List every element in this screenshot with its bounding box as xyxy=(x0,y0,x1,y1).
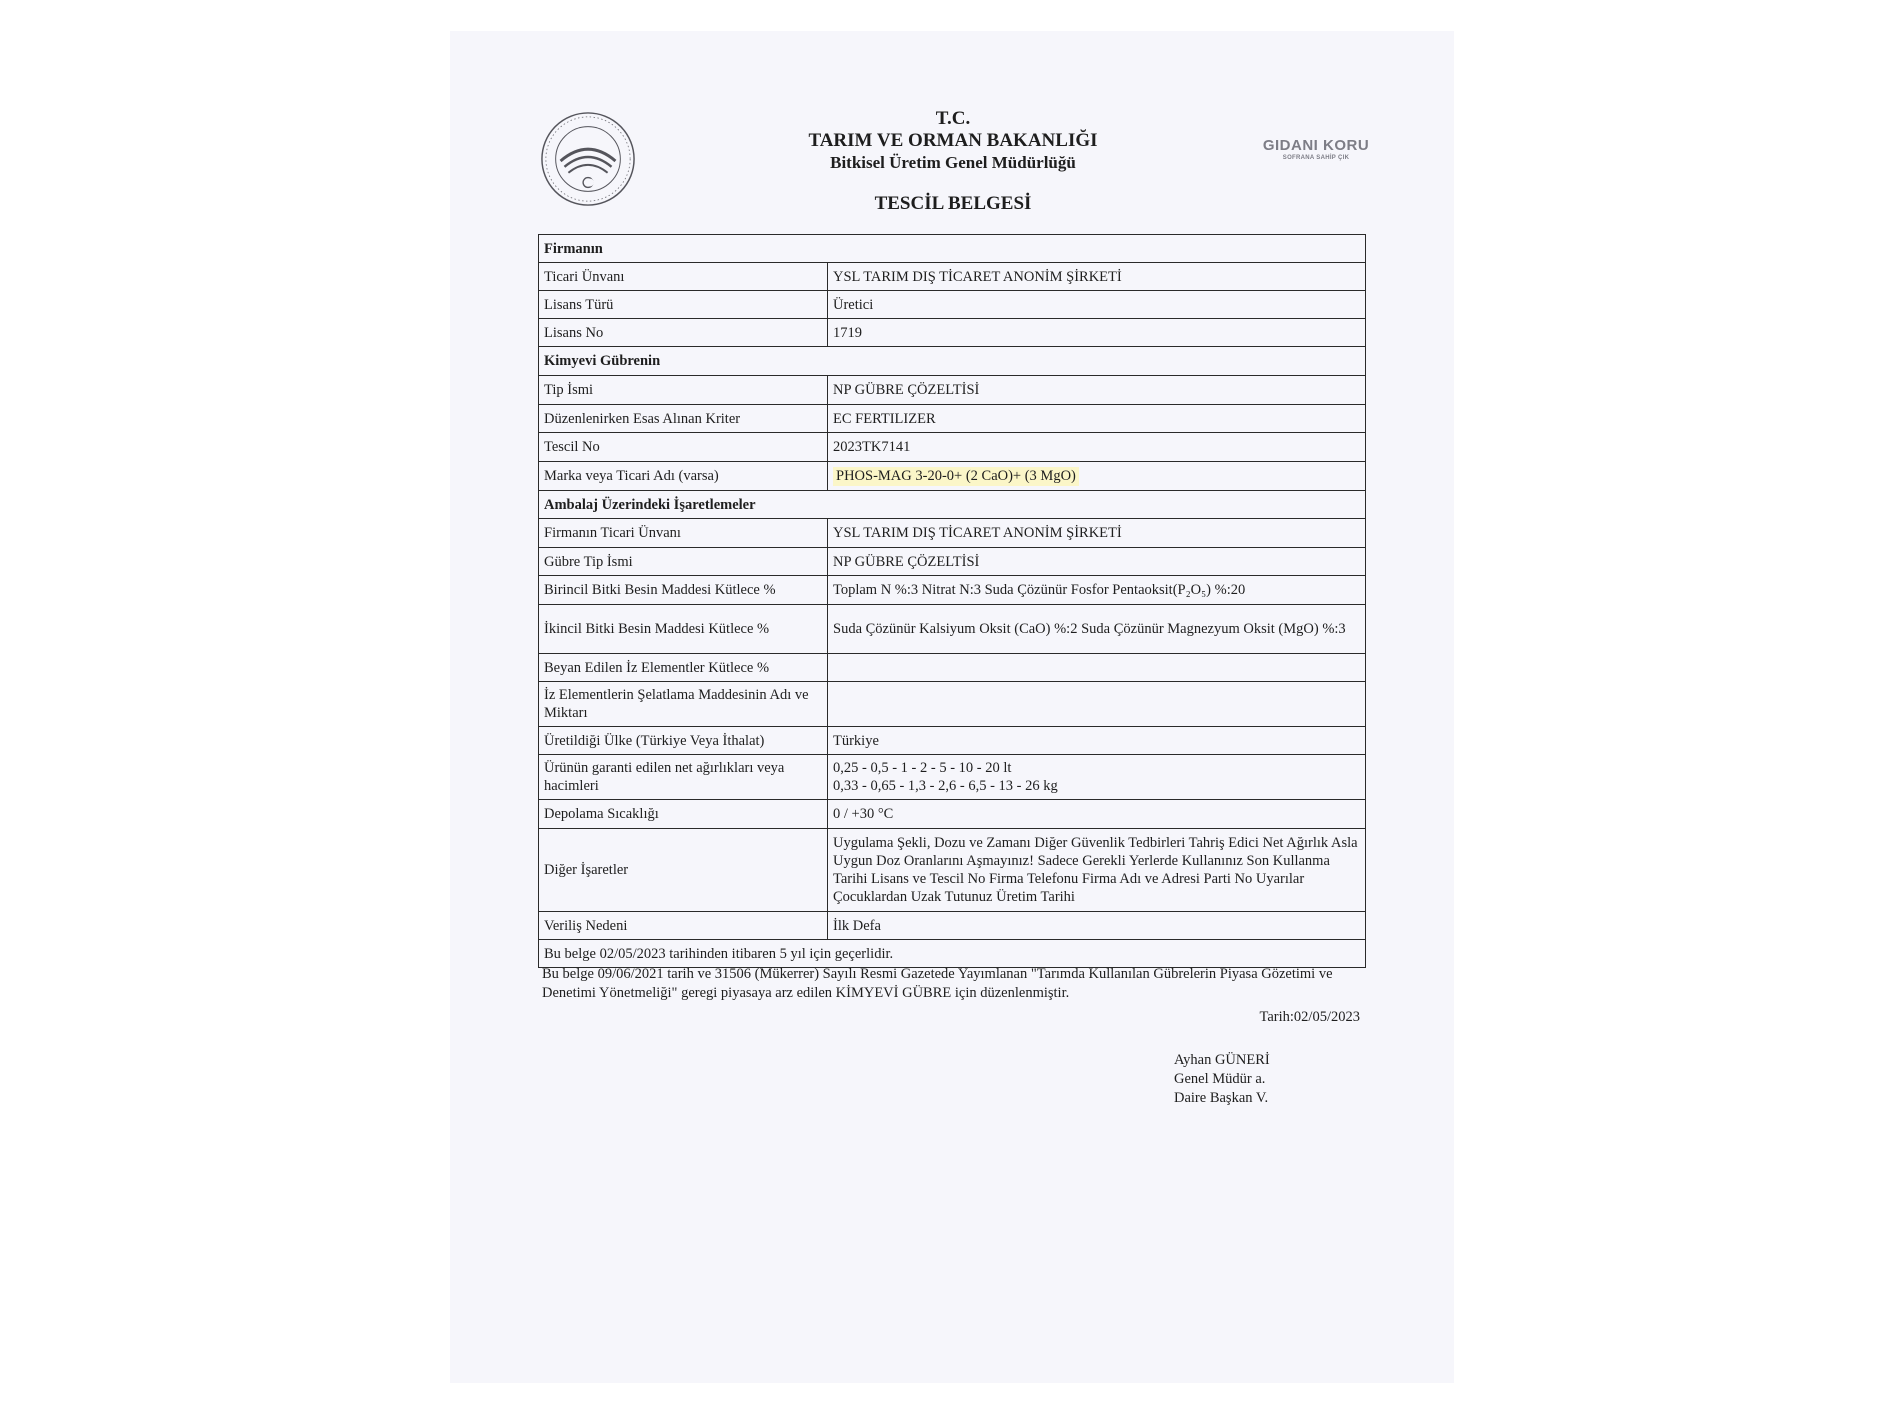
header-ministry: TARIM VE ORMAN BAKANLIĞI xyxy=(808,130,1098,151)
brand-name-highlight: PHOS-MAG 3-20-0+ (2 CaO)+ (3 MgO) xyxy=(833,467,1079,486)
logo-sub-text: SOFRANA SAHİP ÇIK xyxy=(1282,155,1350,161)
row-label: Üretildiği Ülke (Türkiye Veya İthalat) xyxy=(539,727,828,755)
legal-footnote: Bu belge 09/06/2021 tarih ve 31506 (Mükerrer) Sayılı Resmi Gazetede Yayımlanan "Tarımda Kullanılan Gübrelerin Piyasa Gözetimi ve Denetimi Yönetmeliği" geregi piyasaya arz edilen KİMYEVİ GÜBRE için düzenlenmiştir. xyxy=(542,966,1333,1001)
row-label: Tip İsmi xyxy=(539,376,828,405)
row-value: Türkiye xyxy=(828,727,1366,755)
table-row xyxy=(539,291,1366,319)
ministry-seal-icon xyxy=(539,110,637,208)
row-label: Beyan Edilen İz Elementler Kütlece % xyxy=(539,654,828,682)
signature-block xyxy=(1174,1051,1374,1108)
table-row xyxy=(539,433,1366,462)
row-value: İlk Defa xyxy=(828,912,1366,940)
row-value xyxy=(828,755,1366,800)
header-directorate: Bitkisel Üretim Genel Müdürlüğü xyxy=(830,153,1076,172)
registration-table xyxy=(538,234,1366,968)
signatory-title: Daire Başkan V. xyxy=(1174,1090,1269,1106)
section-row xyxy=(539,347,1366,376)
signatory-title: Genel Müdür a. xyxy=(1174,1071,1266,1087)
section-fertilizer: Kimyevi Gübrenin xyxy=(539,347,1366,376)
row-label: Depolama Sıcaklığı xyxy=(539,800,828,829)
signatory-name: Ayhan GÜNERİ xyxy=(1174,1052,1270,1068)
table-row xyxy=(539,263,1366,291)
table-row xyxy=(539,800,1366,829)
row-label: Düzenlenirken Esas Alınan Kriter xyxy=(539,405,828,433)
section-packaging: Ambalaj Üzerindeki İşaretlemeler xyxy=(539,491,1366,519)
row-label: Gübre Tip İsmi xyxy=(539,548,828,576)
row-value: EC FERTILIZER xyxy=(828,405,1366,433)
row-label: Firmanın Ticari Ünvanı xyxy=(539,519,828,548)
row-value: Suda Çözünür Kalsiyum Oksit (CaO) %:2 Suda Çözünür Magnezyum Oksit (MgO) %:3 xyxy=(828,605,1366,654)
table-row xyxy=(539,576,1366,605)
row-label: Lisans Türü xyxy=(539,291,828,319)
row-value: NP GÜBRE ÇÖZELTİSİ xyxy=(828,548,1366,576)
logo-main-text: GIDANI KORU xyxy=(1262,137,1370,154)
row-label: Tescil No xyxy=(539,433,828,462)
row-label: Ticari Ünvanı xyxy=(539,263,828,291)
row-value: Toplam N %:3 Nitrat N:3 Suda Çözünür Fosfor Pentaoksit(P₂O₅) %:20 xyxy=(828,576,1366,605)
validity-text: Bu belge 02/05/2023 tarihinden itibaren 5 yıl için geçerlidir. xyxy=(539,940,1366,968)
row-value: 0 / +30 °C xyxy=(828,800,1366,829)
table-row xyxy=(539,654,1366,682)
row-value: YSL TARIM DIŞ TİCARET ANONİM ŞİRKETİ xyxy=(828,263,1366,291)
row-value: 2023TK7141 xyxy=(828,433,1366,462)
document-title: TESCİL BELGESİ xyxy=(874,193,1032,214)
row-value xyxy=(828,462,1366,491)
row-label: Marka veya Ticari Adı (varsa) xyxy=(539,462,828,491)
row-label: Ürünün garanti edilen net ağırlıkları veya hacimleri xyxy=(539,755,828,800)
table-row xyxy=(539,682,1366,727)
table-row xyxy=(539,755,1366,800)
row-value xyxy=(828,654,1366,682)
table-row xyxy=(539,912,1366,940)
document-header xyxy=(760,108,1146,174)
weight-values: 0,33 - 0,65 - 1,3 - 2,6 - 6,5 - 13 - 26 kg xyxy=(833,778,1058,794)
table-row xyxy=(539,462,1366,491)
row-value: Üretici xyxy=(828,291,1366,319)
gidani-koru-logo xyxy=(1256,137,1376,161)
row-label: Birincil Bitki Besin Maddesi Kütlece % xyxy=(539,576,828,605)
table-row xyxy=(539,829,1366,912)
row-value: Uygulama Şekli, Dozu ve Zamanı Diğer Güvenlik Tedbirleri Tahriş Edici Net Ağırlık Asla Uygun Doz Oranlarını Aşmayınız! Sadece Gerekli Yerlerde Kullanınız Son Kullanma Tarihi Lisans ve Tescil No Firma Telefonu Firma Adı ve Adresi Parti No Uyarılar Çocuklardan Uzak Tutunuz Üretim Tarihi xyxy=(828,829,1366,912)
header-line1: T.C. xyxy=(935,108,971,129)
table-row xyxy=(539,519,1366,548)
volume-values: 0,25 - 0,5 - 1 - 2 - 5 - 10 - 20 lt xyxy=(833,760,1012,776)
section-row xyxy=(539,491,1366,519)
row-label: İkincil Bitki Besin Maddesi Kütlece % xyxy=(539,605,828,654)
issue-date: Tarih:02/05/2023 xyxy=(1259,1009,1360,1025)
row-value xyxy=(828,682,1366,727)
row-label: Lisans No xyxy=(539,319,828,347)
section-firm: Firmanın xyxy=(539,235,1366,263)
row-label: Diğer İşaretler xyxy=(539,829,828,912)
table-row xyxy=(539,376,1366,405)
table-row xyxy=(539,548,1366,576)
table-row xyxy=(539,405,1366,433)
row-label: Veriliş Nedeni xyxy=(539,912,828,940)
table-row xyxy=(539,605,1366,654)
table-row xyxy=(539,319,1366,347)
row-value: YSL TARIM DIŞ TİCARET ANONİM ŞİRKETİ xyxy=(828,519,1366,548)
section-row xyxy=(539,235,1366,263)
validity-row xyxy=(539,940,1366,968)
row-label: İz Elementlerin Şelatlama Maddesinin Adı ve Miktarı xyxy=(539,682,828,727)
row-value: NP GÜBRE ÇÖZELTİSİ xyxy=(828,376,1366,405)
table-row xyxy=(539,727,1366,755)
row-value: 1719 xyxy=(828,319,1366,347)
